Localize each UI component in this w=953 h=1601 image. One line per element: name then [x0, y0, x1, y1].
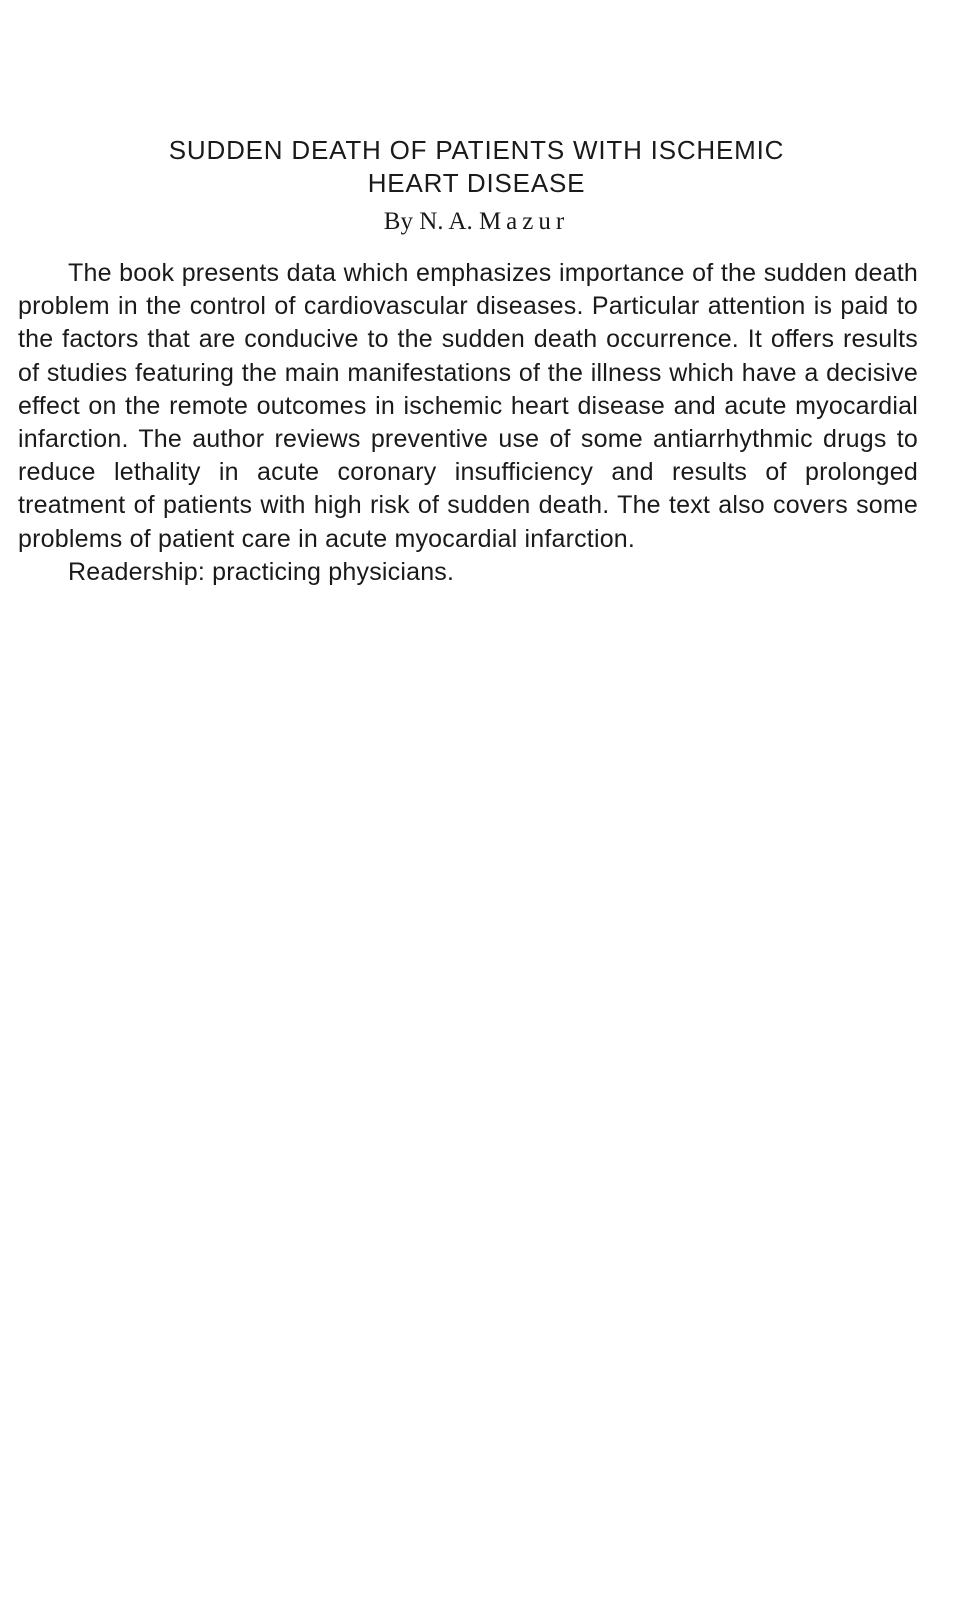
book-title-line-2: HEART DISEASE — [367, 168, 586, 198]
description-paragraph: The book presents data which emphasizes importance of the sudden death problem in the control of cardiovascular diseases. Particular attention is paid to the factors that are conducive to the sudden death occurrence. It offers results of studies featuring the main manifestations of the illness which have a decisive effect on the remote outcomes in ischemic heart disease and acute myocardial infarction. The author reviews preventive use of some antiarrhythmic drugs to reduce lethality in acute coronary insufficiency and results of prolonged treatment of patients with high risk of sudden death. The text also covers some problems of patient care in acute myocardial infarction. — [18, 259, 918, 553]
book-description — [18, 257, 918, 589]
author-surname: Mazur — [478, 208, 570, 235]
title-block — [0, 134, 953, 242]
author-prefix: By N. A. — [383, 208, 473, 235]
book-title-line-1: SUDDEN DEATH OF PATIENTS WITH ISCHEMIC — [168, 135, 785, 165]
readership-line: Readership: practicing physicians. — [68, 557, 455, 586]
author-line — [0, 202, 953, 242]
